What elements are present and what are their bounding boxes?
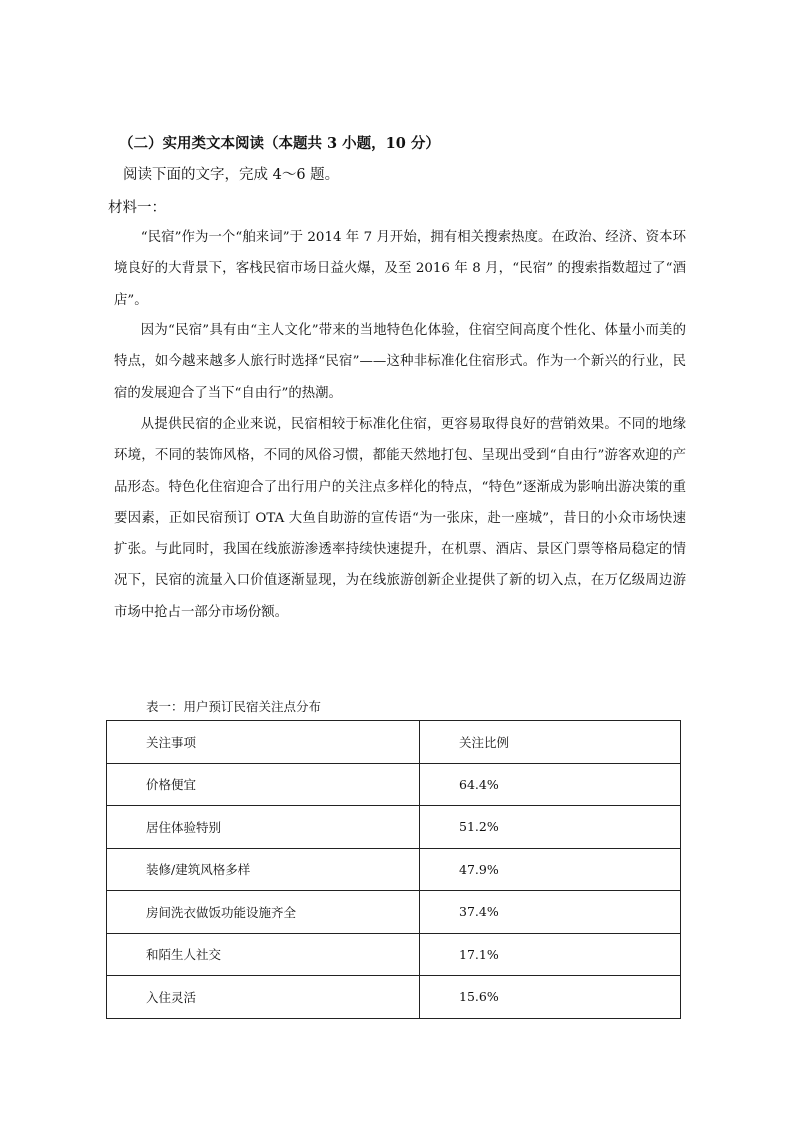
table-cell-ratio: 17.1% xyxy=(420,933,681,976)
table-row xyxy=(107,933,681,976)
table-cell-ratio: 47.9% xyxy=(420,848,681,891)
table-cell-ratio: 37.4% xyxy=(420,891,681,934)
table-cell-ratio: 64.4% xyxy=(420,763,681,806)
table-row xyxy=(107,763,681,806)
attention-distribution-table xyxy=(106,720,681,1019)
table-caption: 表一：用户预订民宿关注点分布 xyxy=(146,699,322,714)
reading-instruction: 阅读下面的文字，完成 4～6 题。 xyxy=(123,167,340,183)
table-cell-item: 装修/建筑风格多样 xyxy=(107,848,420,891)
table-cell-ratio: 51.2% xyxy=(420,806,681,849)
table-cell-item: 和陌生人社交 xyxy=(107,933,420,976)
paragraph-1: “民宿”作为一个“舶来词”于 2014 年 7 月开始，拥有相关搜索热度。在政治、经济、资本环境良好的大背景下，客栈民宿市场日益火爆，及至 2016 年 8 月，“民宿” 的搜索指数超过了“酒店”。 xyxy=(114,230,686,308)
table-cell-item: 价格便宜 xyxy=(107,763,420,806)
table-header-row xyxy=(107,721,681,764)
table-cell-item: 入住灵活 xyxy=(107,976,420,1019)
table-cell-ratio: 15.6% xyxy=(420,976,681,1019)
header-cell-item: 关注事项 xyxy=(107,721,420,764)
header-cell-ratio: 关注比例 xyxy=(420,721,681,764)
table-cell-item: 居住体验特别 xyxy=(107,806,420,849)
paragraph-2: 因为“民宿”具有由“主人文化”带来的当地特色化体验，住宿空间高度个性化、体量小而美的特点，如今越来越多人旅行时选择“民宿”——这种非标准化住宿形式。作为一个新兴的行业，民宿的发展迎合了当下“自由行”的热潮。 xyxy=(114,323,686,401)
table-row xyxy=(107,976,681,1019)
table-row xyxy=(107,806,681,849)
paragraph-3: 从提供民宿的企业来说，民宿相较于标准化住宿，更容易取得良好的营销效果。不同的地缘环境，不同的装饰风格，不同的风俗习惯，都能天然地打包、呈现出受到“自由行”游客欢迎的产品形态。特色化住宿迎合了出行用户的关注点多样化的特点，“特色”逐渐成为影响出游决策的重要因素，正如民宿预订 OTA 大鱼自助游的宣传语“为一张床，赴一座城”，昔日的小众市场快速扩张。与此同时，我国在线旅游渗透率持续快速提升，在机票、酒店、景区门票等格局稳定的情况下，民宿的流量入口价值逐渐显现，为在线旅游创新企业提供了新的切入点，在万亿级周边游市场中抢占一部分市场份额。 xyxy=(114,417,686,620)
section-title: （二）实用类文本阅读（本题共 3 小题，10 分） xyxy=(119,135,440,152)
table-row xyxy=(107,848,681,891)
table-cell-item: 房间洗衣做饭功能设施齐全 xyxy=(107,891,420,934)
material-label: 材料一： xyxy=(108,200,166,216)
table-row xyxy=(107,891,681,934)
